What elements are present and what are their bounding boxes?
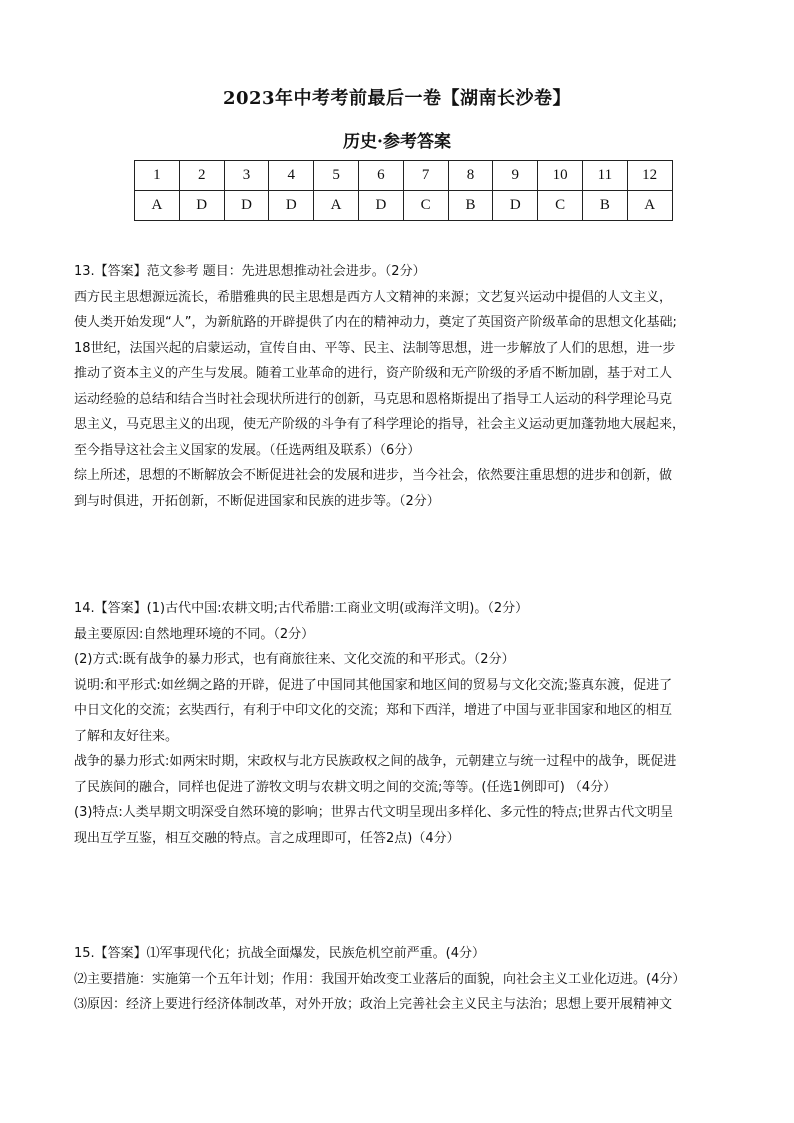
text-line: 15.【答案】⑴军事现代化；抗战全面爆发，民族危机空前严重。(4分） [74, 946, 486, 961]
question-number-cell: 5 [314, 161, 359, 191]
text-line: 至今指导这社会主义国家的发展。（任选两组及联系）（6分） [74, 442, 421, 458]
text-line: 思主义，马克思主义的出现，使无产阶级的斗争有了科学理论的指导，社会主义运动更加蓬勃地大展起来， [74, 417, 686, 432]
text-line: 最主要原因:自然地理环境的不同。（2分） [74, 626, 315, 642]
answer-cell: C [538, 191, 583, 221]
text-line: 西方民主思想源远流长，希腊雅典的民主思想是西方人文精神的来源；文艺复兴运动中提倡的人文主义， [74, 289, 673, 305]
page-subtitle: 历史·参考答案 [343, 132, 451, 152]
question-number-cell: 9 [493, 161, 538, 191]
text-line: 了民族间的融合，同样也促进了游牧文明与农耕文明之间的交流;等等。(任选1例即可) （4分） [74, 779, 617, 795]
question-number-cell: 7 [403, 161, 448, 191]
question-number-cell: 10 [538, 161, 583, 191]
answer-cell: A [135, 191, 180, 221]
answer-table [134, 160, 673, 221]
question-number-cell: 12 [627, 161, 672, 191]
text-line: 综上所述，思想的不断解放会不断促进社会的发展和进步，当今社会，依然要注重思想的进步和创新，做 [74, 468, 673, 483]
text-line: ⑵主要措施：实施第一个五年计划；作用：我国开始改变工业落后的面貌，向社会主义工业化迈进。(4分） [74, 971, 686, 987]
answer-cell: D [179, 191, 224, 221]
answer-cell: D [224, 191, 269, 221]
answer-cell: C [403, 191, 448, 221]
question-number-cell: 8 [448, 161, 493, 191]
question-15-answer [74, 941, 726, 1018]
question-number-cell: 3 [224, 161, 269, 191]
text-line: 推动了资本主义的产生与发展。随着工业革命的进行，资产阶级和无产阶级的矛盾不断加剧，基于对工人 [74, 366, 673, 381]
question-number-cell: 1 [135, 161, 180, 191]
text-line: 使人类开始发现“人”，为新航路的开辟提供了内在的精神动力，奠定了英国资产阶级革命的思想文化基础; [74, 315, 677, 330]
question-number-cell: 11 [582, 161, 627, 191]
question-13-answer [74, 259, 726, 514]
answer-cell: D [358, 191, 403, 221]
text-line: 到与时俱进，开拓创新，不断促进国家和民族的进步等。（2分） [74, 493, 440, 509]
text-line: ⑶原因：经济上要进行经济体制改革，对外开放；政治上完善社会主义民主与法治；思想上要开展精神文 [74, 997, 673, 1012]
answer-cell: D [493, 191, 538, 221]
text-line: 13.【答案】范文参考 题目：先进思想推动社会进步。（2分） [74, 264, 426, 279]
question-14-answer [74, 596, 726, 851]
answer-cell: B [582, 191, 627, 221]
question-number-cell: 6 [358, 161, 403, 191]
answer-cell: A [314, 191, 359, 221]
text-line: 14.【答案】(1)古代中国:农耕文明;古代希腊:工商业文明(或海洋文明)。（2分） [74, 601, 529, 616]
text-line: 了解和友好往来。 [74, 728, 179, 744]
text-line: 现出互学互鉴，相互交融的特点。言之成理即可，任答2点)（4分） [74, 830, 460, 846]
answer-cell: D [269, 191, 314, 221]
answer-row [135, 191, 673, 221]
answer-cell: B [448, 191, 493, 221]
text-line: 18世纪，法国兴起的启蒙运动，宣传自由、平等、民主、法制等思想，进一步解放了人们的思想，进一步 [74, 340, 676, 356]
text-line: 说明:和平形式:如丝绸之路的开辟，促进了中国同其他国家和地区间的贸易与文化交流;鉴真东渡，促进了 [74, 677, 673, 693]
text-line: 中日文化的交流；玄奘西行，有利于中印文化的交流；郑和下西洋，增进了中国与亚非国家和地区的相互 [74, 703, 673, 718]
page-title: 2023年中考考前最后一卷【湖南长沙卷】 [222, 88, 572, 109]
question-number-row [135, 161, 673, 191]
answer-cell: A [627, 191, 672, 221]
text-line: (2)方式:既有战争的暴力形式，也有商旅往来、文化交流的和平形式。（2分） [74, 652, 515, 667]
text-line: 战争的暴力形式:如两宋时期，宋政权与北方民族政权之间的战争，元朝建立与统一过程中的战争，既促进 [74, 754, 677, 769]
text-line: 运动经验的总结和结合当时社会现状所进行的创新，马克思和恩格斯提出了指导工人运动的科学理论马克 [74, 391, 673, 407]
text-line: (3)特点:人类早期文明深受自然环境的影响；世界古代文明呈现出多样化、多元性的特点;世界古代文明呈 [74, 805, 674, 820]
question-number-cell: 4 [269, 161, 314, 191]
question-number-cell: 2 [179, 161, 224, 191]
